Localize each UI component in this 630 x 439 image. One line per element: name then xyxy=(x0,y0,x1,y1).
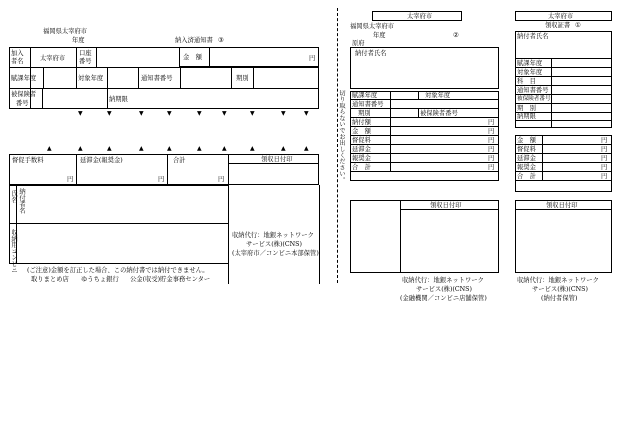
col-divider xyxy=(167,154,168,185)
account-label-2: 番号 xyxy=(79,58,92,65)
yen-unit: 円 xyxy=(488,155,495,162)
due-date-label: 納期限 xyxy=(517,113,536,120)
fiscal-year: 年度 xyxy=(373,32,386,39)
convenience-label: 収納用コンビニ xyxy=(10,229,17,274)
reminder-label: 督促料 xyxy=(352,137,371,144)
account-label: 口座 xyxy=(79,50,92,57)
triangle-up-icon: ▲ xyxy=(197,145,202,152)
issuer-name: 福岡県太宰府市 xyxy=(350,23,395,30)
correction-notice: (ご注意)金額を訂正した場合、この納付書では納付できません。 xyxy=(27,267,209,274)
total-yen: 円 xyxy=(218,176,225,183)
triangle-up-icon: ▲ xyxy=(222,145,227,152)
row-divider xyxy=(350,126,499,127)
payer-name-label: 納付者氏名 xyxy=(517,33,549,40)
col-divider xyxy=(76,47,77,67)
notice-number-label: 通知書番号 xyxy=(517,87,549,94)
row-divider xyxy=(515,171,612,172)
row-divider xyxy=(228,163,319,164)
city-name: 太宰府市 xyxy=(407,13,433,20)
col-divider xyxy=(180,67,181,88)
notice-number-label: 通知書番号 xyxy=(352,101,384,108)
member-label-2: 者名 xyxy=(11,58,24,65)
row-divider xyxy=(515,162,612,163)
total-label: 合 計 xyxy=(352,164,371,171)
row-divider xyxy=(350,171,499,172)
row-divider xyxy=(350,162,499,163)
col-divider xyxy=(107,67,108,88)
row-divider xyxy=(350,153,499,154)
triangle-up-icon: ▲ xyxy=(139,145,144,152)
row-divider xyxy=(515,58,612,59)
agent-line-3: (太宰府市／コンビニ本部保管) xyxy=(232,250,319,257)
col-divider xyxy=(418,108,419,117)
row-divider xyxy=(350,144,499,145)
amount-yen: 円 xyxy=(309,55,316,62)
agent-line-2: サービス(株)(CNS) xyxy=(416,286,472,293)
col-divider xyxy=(400,200,401,273)
row-divider xyxy=(9,223,229,224)
col-divider xyxy=(43,67,44,88)
triangle-up-icon: ▲ xyxy=(304,145,309,152)
fund-label: 原府 xyxy=(352,40,365,47)
row-divider xyxy=(515,153,612,154)
row-divider xyxy=(515,103,612,104)
reminder-label: 督促料 xyxy=(517,146,536,153)
triangle-down-icon: ▼ xyxy=(250,110,255,117)
category-label: 科 目 xyxy=(517,78,536,85)
triangle-up-icon: ▲ xyxy=(167,145,172,152)
triangle-down-icon: ▼ xyxy=(78,110,83,117)
insured-number-label: 被保険者番号 xyxy=(420,110,458,117)
copy-number: ③ xyxy=(218,37,224,44)
amount-label: 金 額 xyxy=(183,54,202,61)
agent-line-3: (納付者保管) xyxy=(541,295,578,302)
yen-unit: 円 xyxy=(488,119,495,126)
agent-line-1: 収納代行：地銀ネットワーク xyxy=(517,277,599,284)
row-divider xyxy=(515,94,612,95)
document-title: 領収証書 xyxy=(545,22,571,29)
triangle-down-icon: ▼ xyxy=(281,110,286,117)
col-divider xyxy=(418,91,419,100)
yen-unit: 円 xyxy=(601,173,608,180)
row-divider xyxy=(515,209,612,210)
triangle-down-icon: ▼ xyxy=(107,110,112,117)
target-year-label: 対象年度 xyxy=(78,75,104,82)
row-divider xyxy=(400,209,499,210)
agent-line-2: サービス(株)(CNS) xyxy=(246,241,302,248)
triangle-down-icon: ▼ xyxy=(167,110,172,117)
row-divider xyxy=(350,135,499,136)
col-divider xyxy=(138,67,139,88)
row-divider xyxy=(350,117,499,118)
triangle-up-icon: ▲ xyxy=(250,145,255,152)
yen-unit: 円 xyxy=(601,164,608,171)
yen-unit: 円 xyxy=(601,146,608,153)
document-title: 納入済通知書 xyxy=(175,37,213,44)
row-divider xyxy=(350,99,499,100)
col-divider xyxy=(231,67,232,88)
delay-fee-yen: 円 xyxy=(158,176,165,183)
target-year-label: 対象年度 xyxy=(517,69,543,76)
payer-name-label: 納付者名 xyxy=(18,188,25,214)
member-label: 加入 xyxy=(11,50,24,57)
triangle-down-icon: ▼ xyxy=(197,110,202,117)
col-divider xyxy=(76,154,77,185)
row-divider xyxy=(515,67,612,68)
total-label: 合 計 xyxy=(517,173,536,180)
col-divider xyxy=(551,58,552,128)
col-divider xyxy=(107,88,108,109)
receipt-stamp-box xyxy=(515,200,612,273)
issuer-name: 福岡県太宰府市 xyxy=(43,28,88,35)
insured-label: 被保険者 xyxy=(11,91,37,98)
yen-unit: 円 xyxy=(488,128,495,135)
yen-unit: 円 xyxy=(488,137,495,144)
name-label: 氏名 xyxy=(10,190,17,203)
period-label: 期 別 xyxy=(517,105,536,112)
agent-line-1: 収納代行：地銀ネットワーク xyxy=(232,232,314,239)
triangle-up-icon: ▲ xyxy=(281,145,286,152)
amount-label: 金 額 xyxy=(352,128,371,135)
row-divider xyxy=(515,76,612,77)
col-divider xyxy=(42,88,43,109)
receipt-date-stamp-label: 領収日付印 xyxy=(546,202,578,209)
delay-label: 延滞金 xyxy=(352,146,371,153)
fiscal-year: 年度 xyxy=(72,37,85,44)
receipt-stamp-box xyxy=(350,200,499,273)
payer-block xyxy=(9,185,229,264)
row-divider xyxy=(9,67,319,68)
col-divider xyxy=(253,67,254,88)
triangle-up-icon: ▲ xyxy=(47,145,52,152)
tax-year-label: 賦課年度 xyxy=(352,92,378,99)
target-year-label: 対象年度 xyxy=(425,92,451,99)
reminder-fee-yen: 円 xyxy=(67,176,74,183)
collector-center: 公金(収受)貯金事務センター xyxy=(130,276,211,283)
cut-instruction: 切り取らないでお出しください。 xyxy=(338,90,345,183)
col-divider xyxy=(390,91,391,172)
col-divider xyxy=(319,185,320,284)
yen-unit: 円 xyxy=(488,164,495,171)
yen-unit: 円 xyxy=(601,155,608,162)
row-divider xyxy=(515,144,612,145)
total-label: 合計 xyxy=(173,157,186,164)
agent-line-2: サービス(株)(CNS) xyxy=(532,286,588,293)
copy-number: ① xyxy=(575,22,581,29)
triangle-down-icon: ▼ xyxy=(304,110,309,117)
triangle-up-icon: ▲ xyxy=(78,145,83,152)
row-divider xyxy=(9,88,319,89)
notice-number-label: 通知書番号 xyxy=(141,75,173,82)
row-divider xyxy=(515,85,612,86)
collector-bank: ゆうちょ銀行 xyxy=(81,276,119,283)
due-date-label: 納期限 xyxy=(109,96,128,103)
triangle-up-icon: ▲ xyxy=(107,145,112,152)
period-label: 期別 xyxy=(358,110,371,117)
col-divider xyxy=(209,47,210,67)
copy-number: ② xyxy=(453,32,459,39)
delay-label: 延滞金 xyxy=(517,155,536,162)
agent-line-1: 収納代行：地銀ネットワーク xyxy=(402,277,484,284)
col-divider xyxy=(542,135,543,181)
collector-label: 取りまとめ店 xyxy=(31,276,69,283)
reminder-fee-label: 督促手数料 xyxy=(12,157,44,164)
row-divider xyxy=(350,108,499,109)
insured-label-2: 番号 xyxy=(16,100,29,107)
receipt-date-stamp-label: 領収日付印 xyxy=(430,202,462,209)
insured-number-label: 被保険者番号 xyxy=(517,96,551,102)
row-divider xyxy=(515,120,612,121)
delay-fee-label: 延滞金(報奨金) xyxy=(80,157,123,164)
tax-year-label: 賦課年度 xyxy=(517,60,543,67)
period-label: 期別 xyxy=(236,75,249,82)
member-city: 太宰府市 xyxy=(40,55,66,62)
col-divider xyxy=(96,47,97,67)
payer-name-label: 納付者氏名 xyxy=(355,50,387,57)
triangle-down-icon: ▼ xyxy=(222,110,227,117)
yen-unit: 円 xyxy=(488,146,495,153)
reward-label: 報奨金 xyxy=(517,164,536,171)
col-divider xyxy=(76,67,77,88)
receipt-date-stamp-label: 領収日付印 xyxy=(261,156,293,163)
reward-label: 報奨金 xyxy=(352,155,371,162)
amount-label: 金 額 xyxy=(517,137,536,144)
row-divider xyxy=(515,180,612,181)
principal-label: 納付額 xyxy=(352,119,371,126)
triangle-down-icon: ▼ xyxy=(139,110,144,117)
city-name: 太宰府市 xyxy=(548,13,574,20)
agent-line-3: (金融機関／コンビニ店舗保管) xyxy=(400,295,487,302)
yen-unit: 円 xyxy=(601,137,608,144)
tax-year-label: 賦課年度 xyxy=(11,75,37,82)
